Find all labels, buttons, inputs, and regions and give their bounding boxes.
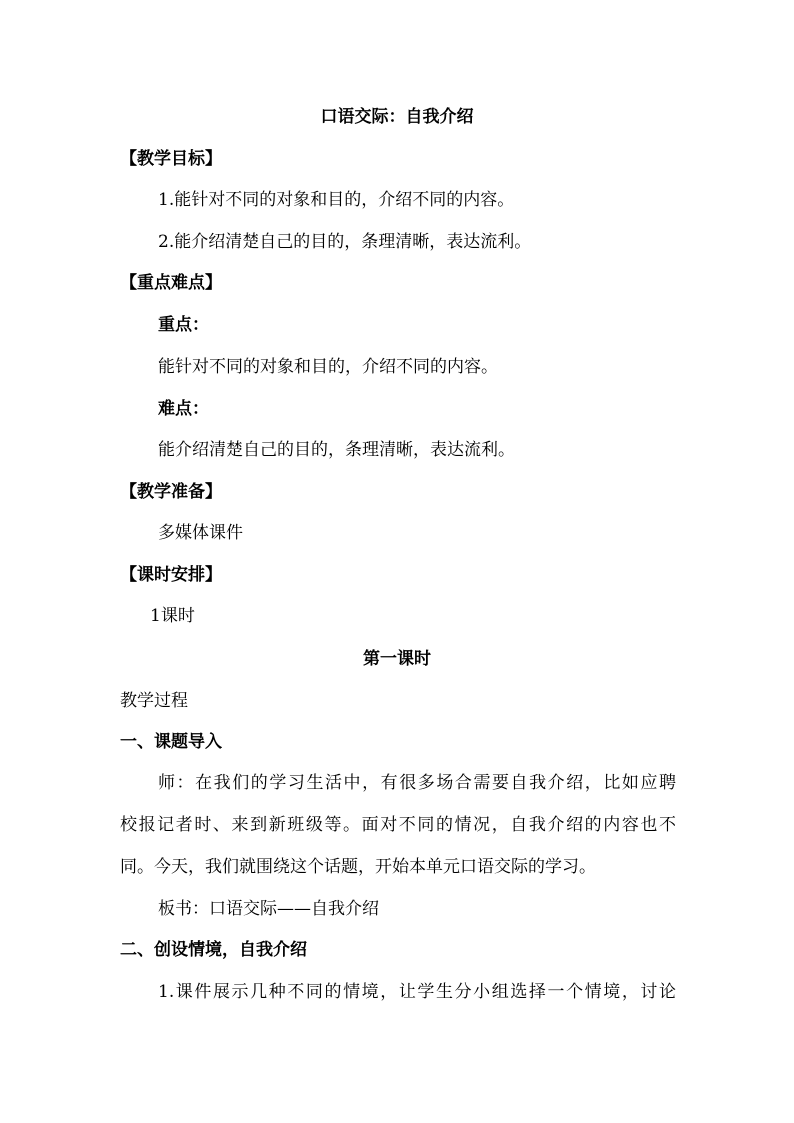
difficulty-label: 难点： [158,399,209,419]
part1-heading: 一、课题导入 [120,732,222,752]
schedule-text: 1课时 [150,606,195,626]
process-label: 教学过程 [120,691,188,711]
objective-item: 1.能针对不同的对象和目的，介绍不同的内容。 [158,190,515,210]
part1-paragraph-line: 师：在我们的学习生活中，有很多场合需要自我介绍，比如应聘 [158,773,676,793]
part2-item: 1.课件展示几种不同的情境，让学生分小组选择一个情境，讨论 [158,982,676,1002]
preparation-text: 多媒体课件 [158,523,243,543]
lesson-title: 第一课时 [363,649,431,669]
difficulty-text: 能介绍清楚自己的目的，条理清晰，表达流利。 [158,440,515,460]
document-title: 口语交际：自我介绍 [320,107,474,127]
key-point-label: 重点： [158,315,209,335]
part1-paragraph-line: 校报记者时、来到新班级等。面对不同的情况，自我介绍的内容也不 [120,815,676,835]
key-points-heading: 【重点难点】 [120,273,222,293]
board-writing: 板书：口语交际——自我介绍 [158,899,379,919]
key-point-text: 能针对不同的对象和目的，介绍不同的内容。 [158,357,498,377]
objectives-heading: 【教学目标】 [120,149,222,169]
part2-heading: 二、创设情境，自我介绍 [120,940,307,960]
part1-paragraph-line: 同。今天，我们就围绕这个话题，开始本单元口语交际的学习。 [120,857,596,877]
objective-item: 2.能介绍清楚自己的目的，条理清晰，表达流利。 [158,232,532,252]
schedule-heading: 【课时安排】 [120,565,222,585]
preparation-heading: 【教学准备】 [120,482,222,502]
